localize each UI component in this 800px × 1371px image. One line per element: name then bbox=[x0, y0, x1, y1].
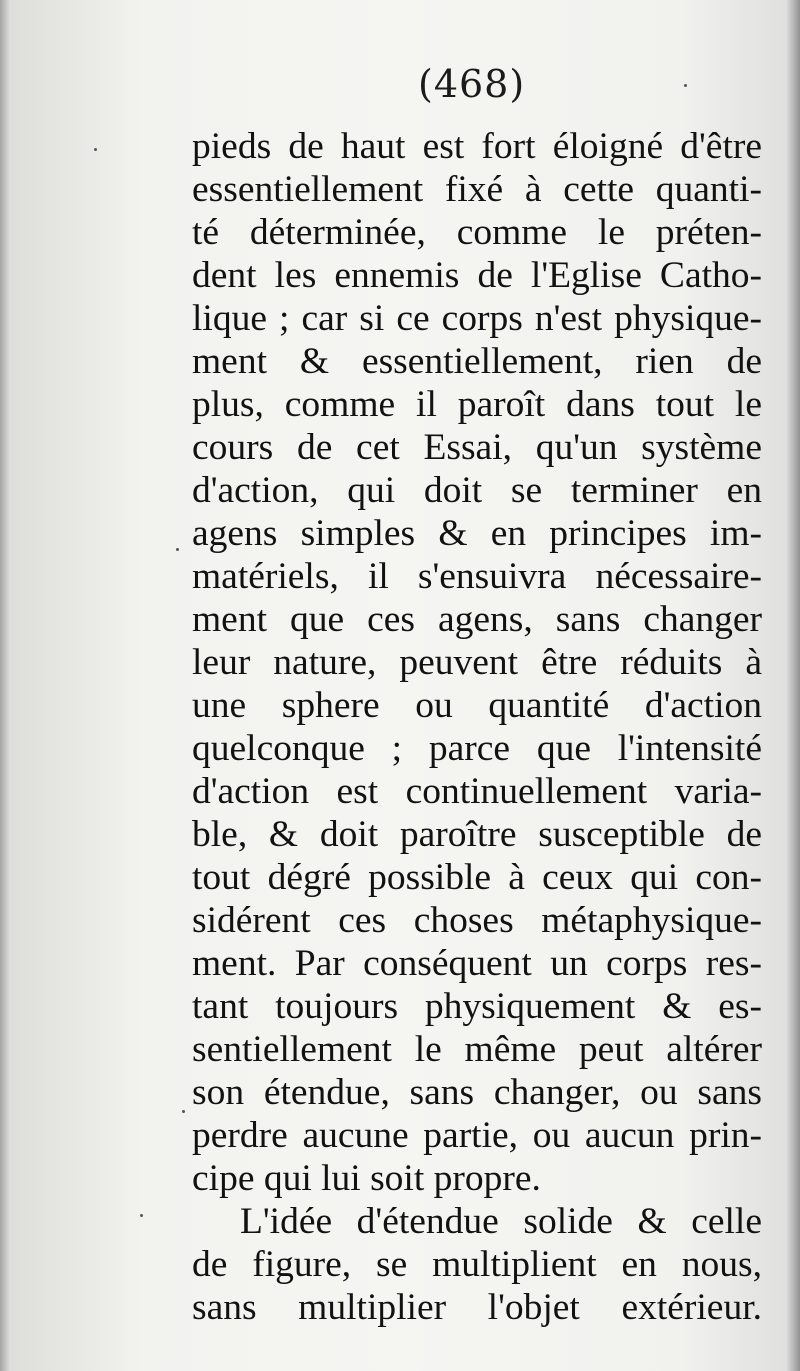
ink-speck bbox=[684, 84, 687, 87]
text-line: sentiellement le même peut altérer bbox=[192, 1029, 762, 1070]
page-left-shadow bbox=[0, 0, 10, 1371]
text-line: agens simples & en principes im- bbox=[192, 513, 762, 554]
text-line: lique ; car si ce corps n'est physique- bbox=[192, 298, 762, 339]
text-line: de figure, se multiplient en nous, bbox=[192, 1244, 762, 1285]
text-line: quelconque ; parce que l'intensité bbox=[192, 728, 762, 769]
ink-speck bbox=[94, 148, 97, 151]
text-line: ment. Par conséquent un corps res- bbox=[192, 943, 762, 984]
text-line: cours de cet Essai, qu'un système bbox=[192, 427, 762, 468]
text-line: dent les ennemis de l'Eglise Catho- bbox=[192, 255, 762, 296]
text-line: tant toujours physiquement & es- bbox=[192, 986, 762, 1027]
page-right-shadow bbox=[786, 0, 800, 1371]
text-line: d'action est continuellement varia- bbox=[192, 771, 762, 812]
text-line: ble, & doit paroître susceptible de bbox=[192, 814, 762, 855]
text-line: sidérent ces choses métaphysique- bbox=[192, 900, 762, 941]
text-line: pieds de haut est fort éloigné d'être bbox=[192, 126, 762, 167]
text-line: té déterminée, comme le préten- bbox=[192, 212, 762, 253]
ink-speck bbox=[176, 548, 179, 551]
text-line: cipe qui lui soit propre. bbox=[192, 1158, 541, 1199]
text-line: essentiellement fixé à cette quanti- bbox=[192, 169, 762, 210]
text-line: d'action, qui doit se terminer en bbox=[192, 470, 762, 511]
ink-speck bbox=[140, 1214, 143, 1217]
page-number: (468) bbox=[418, 62, 526, 106]
text-line: ment & essentiellement, rien de bbox=[192, 341, 762, 382]
text-line: sans multiplier l'objet extérieur. bbox=[192, 1287, 762, 1328]
text-line: perdre aucune partie, ou aucun prin- bbox=[192, 1115, 762, 1156]
ink-speck bbox=[182, 1110, 185, 1113]
text-line: leur nature, peuvent être réduits à bbox=[192, 642, 762, 683]
text-line: matériels, il s'ensuivra nécessaire- bbox=[192, 556, 762, 597]
text-line: son étendue, sans changer, ou sans bbox=[192, 1072, 762, 1113]
text-line: tout dégré possible à ceux qui con- bbox=[192, 857, 762, 898]
text-line: plus, comme il paroît dans tout le bbox=[192, 384, 762, 425]
text-line-paragraph-start: L'idée d'étendue solide & celle bbox=[240, 1201, 762, 1242]
text-line: une sphere ou quantité d'action bbox=[192, 685, 762, 726]
body-text bbox=[192, 125, 762, 1329]
text-line: ment que ces agens, sans changer bbox=[192, 599, 762, 640]
